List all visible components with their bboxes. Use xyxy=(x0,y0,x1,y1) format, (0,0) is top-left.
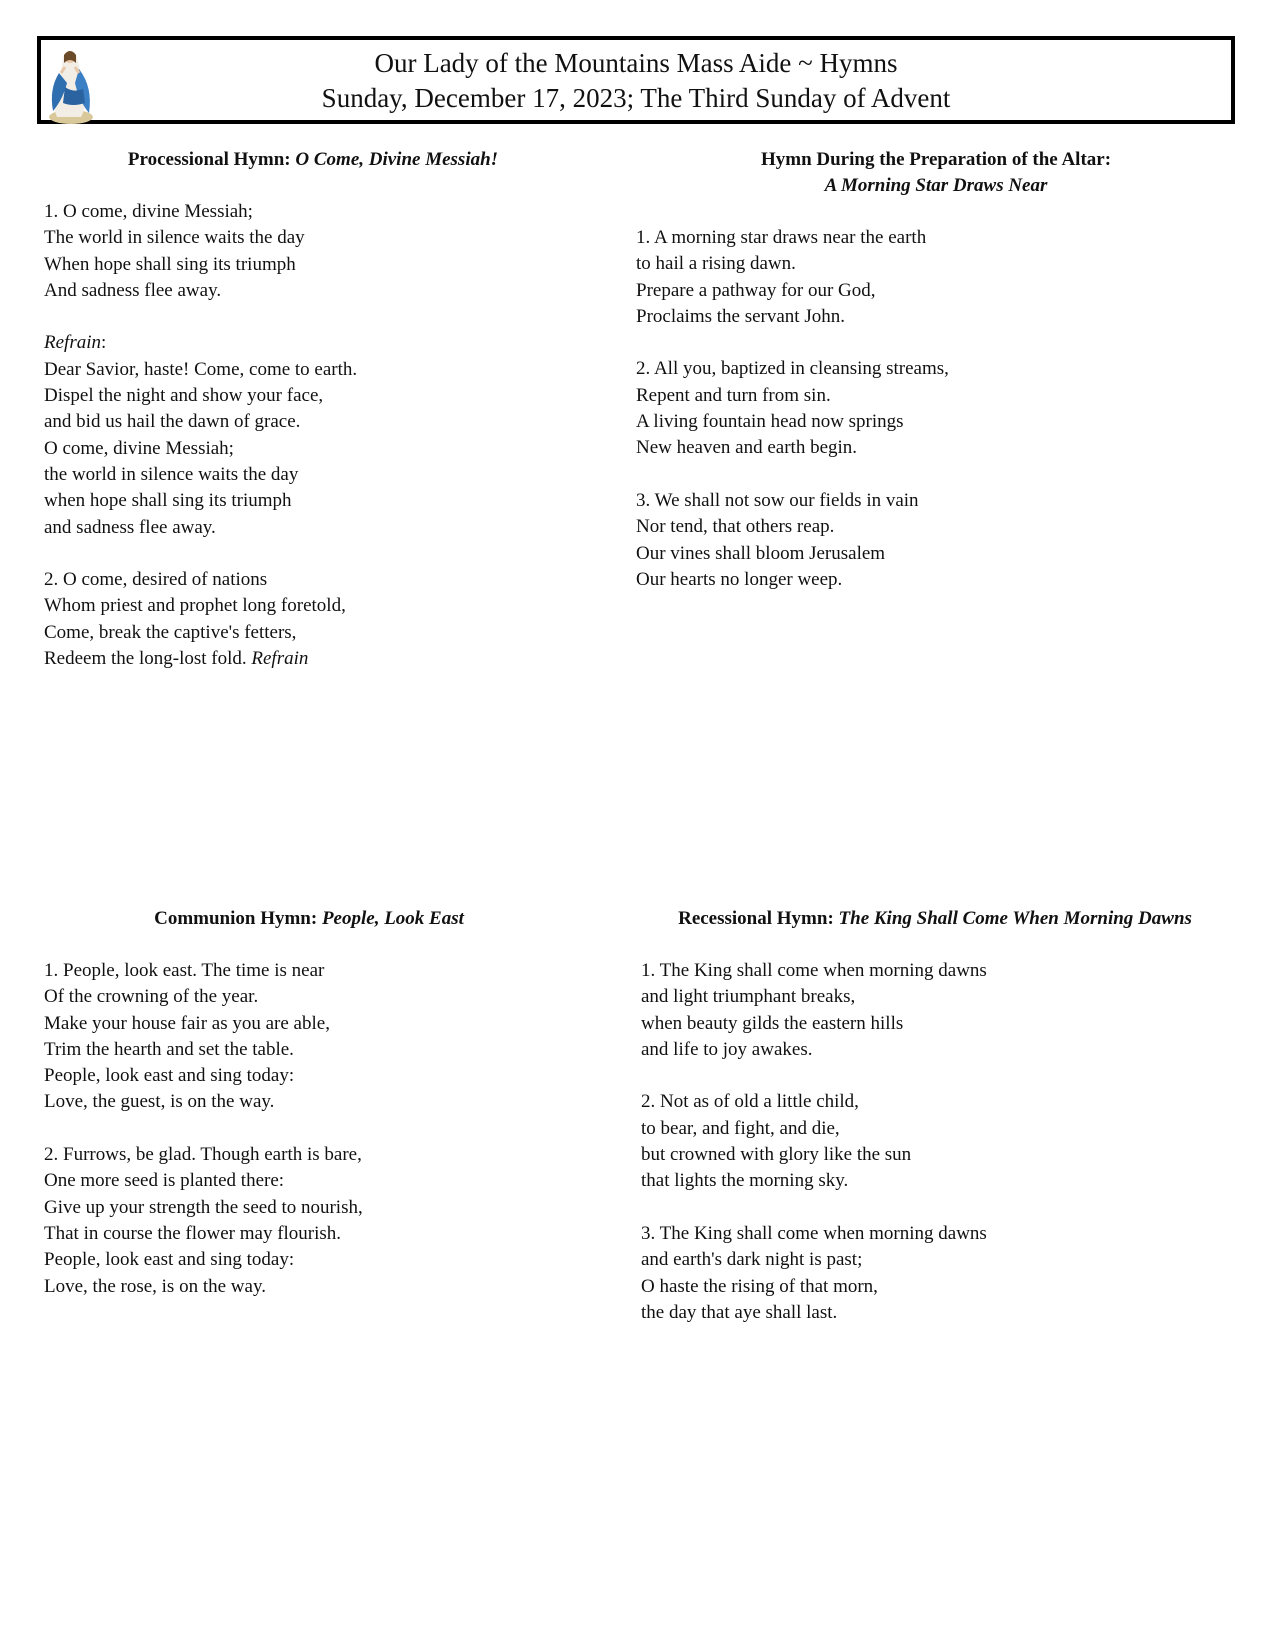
lyric-line: And sadness flee away. xyxy=(44,279,222,301)
page-subtitle: Sunday, December 17, 2023; The Third Sunday of Advent xyxy=(321,83,951,113)
lyric-line: when hope shall sing its triumph xyxy=(44,490,292,512)
lyric-line: and life to joy awakes. xyxy=(641,1038,813,1060)
lyric-line: Dear Savior, haste! Come, come to earth. xyxy=(44,358,358,380)
lyric-line: and earth's dark night is past; xyxy=(641,1249,863,1271)
lyric-line: One more seed is planted there: xyxy=(44,1170,285,1192)
lyric-line: 2. Not as of old a little child, xyxy=(641,1091,859,1113)
processional-heading xyxy=(32,147,594,173)
lyric-line: to hail a rising dawn. xyxy=(636,253,796,275)
lyric-line: 1. The King shall come when morning dawns xyxy=(641,960,987,981)
lyric-line: 2. Furrows, be glad. Though earth is bare, xyxy=(44,1144,362,1166)
lyric-line: People, look east and sing today: xyxy=(44,1065,295,1087)
lyric-text: Redeem the long-lost fold. xyxy=(44,648,252,670)
lyric-line: Of the crowning of the year. xyxy=(44,986,259,1008)
page-title: Our Lady of the Mountains Mass Aide ~ Hymns xyxy=(374,48,898,78)
lyric-line: Whom priest and prophet long foretold, xyxy=(44,595,346,617)
lyric-line: but crowned with glory like the sun xyxy=(641,1144,912,1166)
processional-label: Processional Hymn: xyxy=(127,149,296,170)
communion-label: Communion Hymn: xyxy=(154,908,322,929)
preparation-heading xyxy=(636,147,1236,199)
lyric-line: That in course the flower may flourish. xyxy=(44,1222,342,1244)
recessional-label: Recessional Hymn: xyxy=(678,908,839,929)
lyric-line: Love, the guest, is on the way. xyxy=(44,1091,275,1113)
lyric-line: O come, divine Messiah; xyxy=(44,437,234,459)
preparation-hymn-section xyxy=(636,147,1236,593)
recessional-title: The King Shall Come When Morning Dawns xyxy=(838,908,1192,929)
refrain-label: Refrain xyxy=(44,332,101,354)
lyric-line: 1. O come, divine Messiah; xyxy=(44,201,253,222)
lyric-line: when beauty gilds the eastern hills xyxy=(641,1012,904,1034)
preparation-title: A Morning Star Draws Near xyxy=(824,175,1048,196)
lyric-line: the world in silence waits the day xyxy=(44,463,299,485)
lyric-line: and bid us hail the dawn of grace. xyxy=(44,411,301,433)
lyric-line: the day that aye shall last. xyxy=(641,1301,838,1323)
lyric-line: and light triumphant breaks, xyxy=(641,986,856,1008)
recessional-lyrics xyxy=(641,958,1241,1326)
lyric-line: Repent and turn from sin. xyxy=(636,384,831,406)
communion-heading xyxy=(14,906,604,932)
lyric-line: Come, break the captive's fetters, xyxy=(44,621,297,643)
lyric-line: Prepare a pathway for our God, xyxy=(636,279,876,301)
recessional-heading xyxy=(635,906,1235,932)
lyric-line: A living fountain head now springs xyxy=(636,411,904,433)
lyric-line: Our hearts no longer weep. xyxy=(636,568,843,590)
lyric-line xyxy=(44,646,594,672)
refrain-cue: Refrain xyxy=(251,648,309,670)
lyric-line: Trim the hearth and set the table. xyxy=(44,1038,294,1060)
lyric-line: Our vines shall bloom Jerusalem xyxy=(636,542,886,564)
processional-title: O Come, Divine Messiah! xyxy=(295,149,499,170)
lyric-line: O haste the rising of that morn, xyxy=(641,1275,878,1297)
recessional-hymn-section xyxy=(641,906,1241,1326)
lyric-line: to bear, and fight, and die, xyxy=(641,1117,840,1139)
lyric-line: The world in silence waits the day xyxy=(44,227,305,249)
processional-hymn-section xyxy=(44,147,594,672)
lyric-line: Dispel the night and show your face, xyxy=(44,385,324,407)
communion-lyrics xyxy=(44,958,634,1300)
preparation-label: Hymn During the Preparation of the Altar: xyxy=(760,149,1112,170)
refrain-heading xyxy=(44,330,594,356)
lyric-line: Proclaims the servant John. xyxy=(636,305,845,327)
lyric-line: 2. All you, baptized in cleansing streams, xyxy=(636,358,949,380)
preparation-lyrics xyxy=(636,225,1236,593)
communion-title: People, Look East xyxy=(321,908,464,929)
lyric-line: 3. The King shall come when morning dawns xyxy=(641,1222,987,1244)
header-box xyxy=(37,36,1235,124)
lyric-line: Nor tend, that others reap. xyxy=(636,516,835,538)
lyric-line: and sadness flee away. xyxy=(44,516,216,538)
lyric-line: Love, the rose, is on the way. xyxy=(44,1275,266,1297)
refrain-colon: : xyxy=(101,332,107,354)
lyric-line: that lights the morning sky. xyxy=(641,1170,849,1192)
lyric-line: 1. A morning star draws near the earth xyxy=(636,227,927,248)
communion-hymn-section xyxy=(44,906,634,1300)
lyric-line: 2. O come, desired of nations xyxy=(44,569,268,591)
lyric-line: When hope shall sing its triumph xyxy=(44,253,296,275)
lyric-line: Make your house fair as you are able, xyxy=(44,1012,330,1034)
lyric-line: 1. People, look east. The time is near xyxy=(44,960,325,981)
lyric-line: People, look east and sing today: xyxy=(44,1249,295,1271)
processional-lyrics xyxy=(44,199,594,672)
lyric-line: 3. We shall not sow our fields in vain xyxy=(636,489,919,511)
lyric-line: New heaven and earth begin. xyxy=(636,437,858,459)
lyric-line: Give up your strength the seed to nourish, xyxy=(44,1196,363,1218)
